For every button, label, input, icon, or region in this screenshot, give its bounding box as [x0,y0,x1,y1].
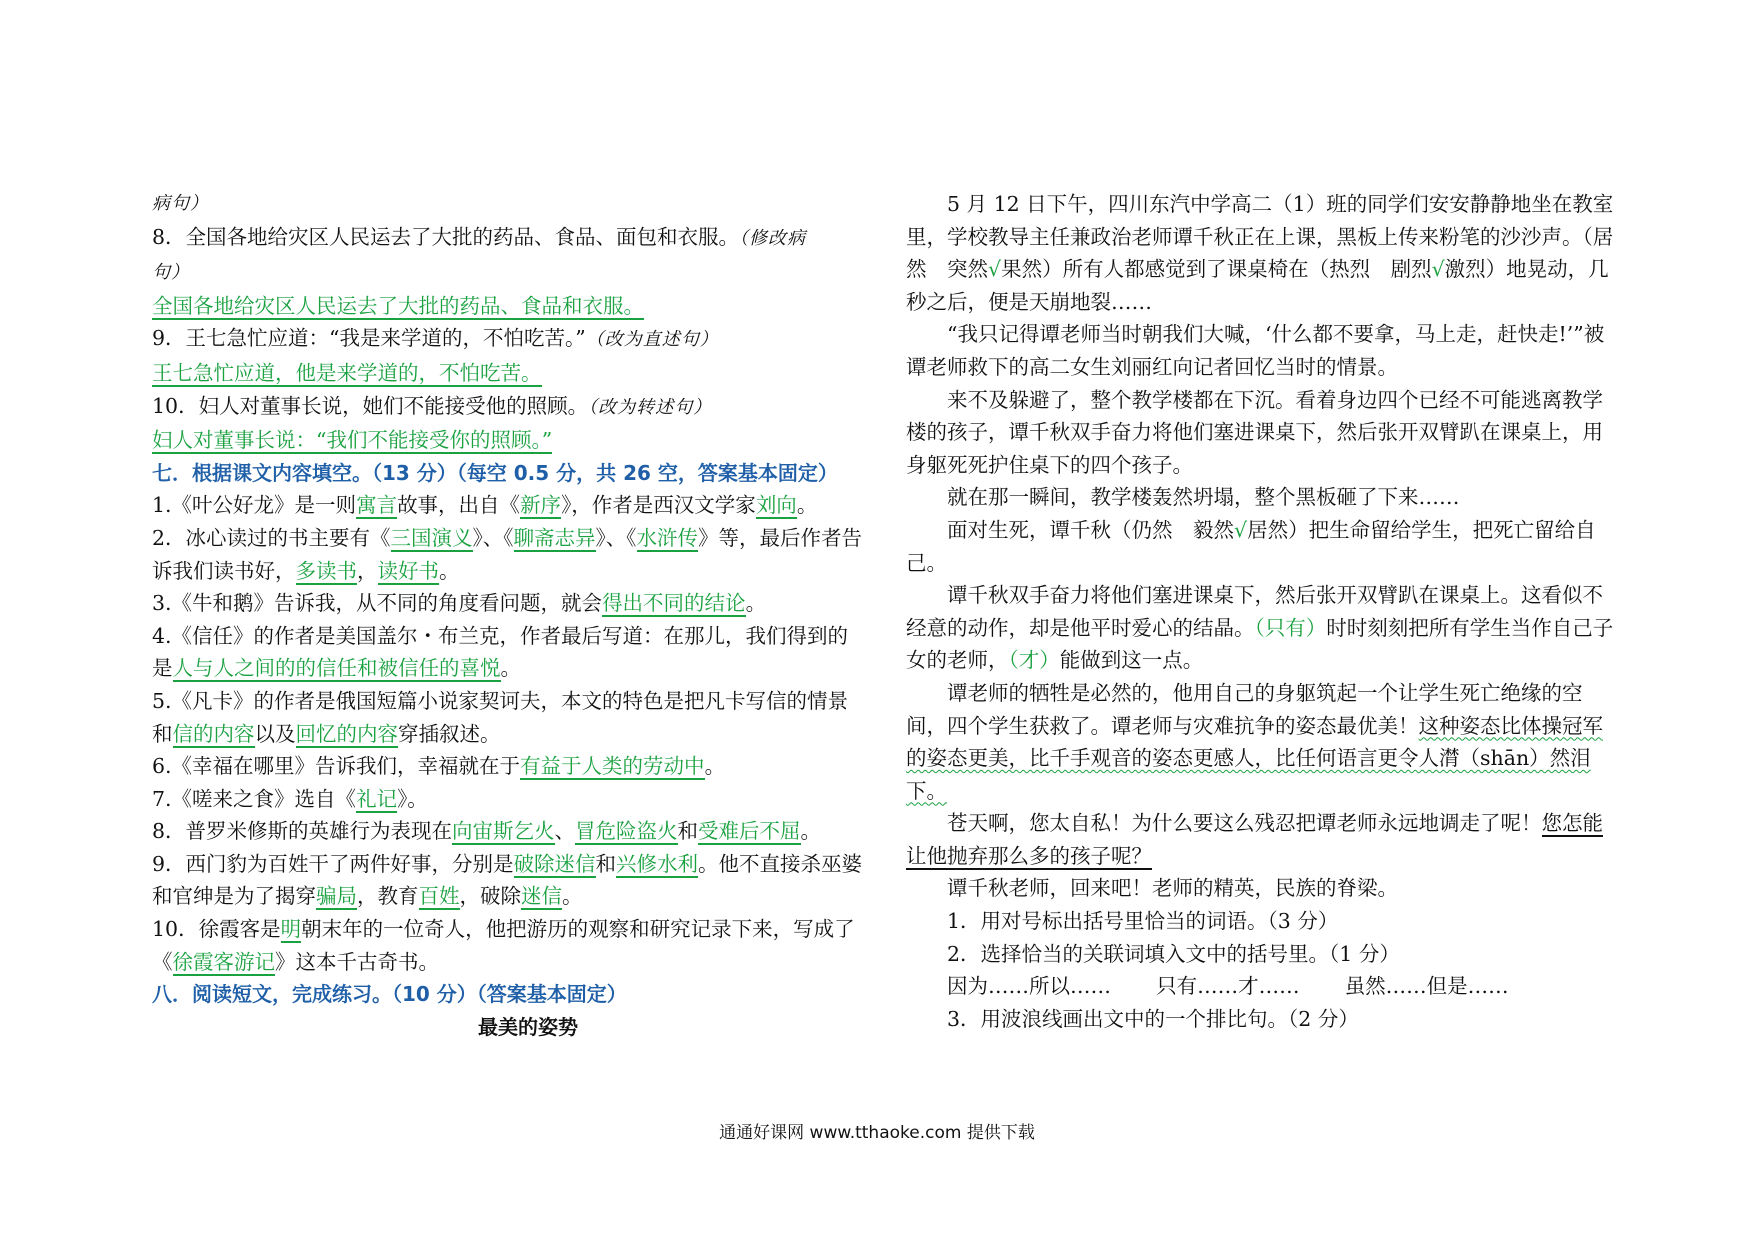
fill-6 [152,750,864,783]
fill-text: 8．普罗米修斯的英雄行为表现在 [152,819,453,844]
fill-1 [152,489,864,522]
passage-paragraph-6 [906,579,1616,677]
passage-text: 5 月 12 日下午，四川东汽中学高二（1）班的同学们安安静静地坐在教室里，学校教导主任兼政治老师谭千秋正在上课，黑板上传来粉笔的沙沙声。（居然 突然 [906,192,1614,282]
passage-paragraph-7 [906,677,1616,807]
page-footer: 通通好课网 www.tthaoke.com 提供下载 [719,1123,1035,1143]
passage-text: 面对生死，谭千秋（仍然 毅然 [947,517,1234,542]
conjunction-answer: （才） [1008,648,1060,673]
conjunction-option: 只有……才…… [1156,974,1300,999]
check-mark-icon: √ [988,257,1002,282]
fill-text: 》等，最后作者告诉我们读书好， [152,525,863,583]
fill-text: 7.《嗟来之食》选自《 [152,786,357,811]
fill-answer: 骗局 [316,884,357,909]
fill-text: 。 [704,754,726,779]
section-7-heading: 七．根据课文内容填空。（13 分）（每空 0.5 分，共 26 空，答案基本固定） [152,460,838,485]
fill-text: 和 [595,851,617,876]
question-9-text: 9．王七急忙应道：“我是来学道的，不怕吃苦。” [152,326,586,351]
fill-text: 6.《幸福在哪里》告诉我们，幸福就在于 [152,754,521,779]
passage-paragraph-1 [906,188,1616,318]
fill-answer: 明 [280,917,302,942]
fill-answer: 新序 [520,493,562,518]
fill-3 [152,587,864,620]
fill-answer: 回忆的内容 [295,721,398,746]
fill-7 [152,783,864,816]
fill-text: 。 [796,493,818,518]
fill-answer: 人与人之间的的信任和被信任的喜悦 [172,656,501,681]
passage-text: 居然）把生命留给学生，把死亡留给自己。 [906,517,1596,575]
fill-text: ，破除 [459,884,521,909]
fill-text: 。 [562,884,583,909]
fill-answer: 破除迷信 [513,851,596,876]
fill-text: 5.《凡卡》的作者是俄国短篇小说家契诃夫，本文的特色是把凡卡写信的情景和 [152,688,849,746]
section-8-heading: 八．阅读短文，完成练习。（10 分）（答案基本固定） [152,982,627,1007]
passage-paragraph-5 [906,514,1616,579]
fill-text: 》这本千古奇书。 [275,949,439,974]
question-9 [152,322,864,357]
fill-text: 穿插叙述。 [398,721,501,746]
fill-text: 》，作者是西汉文学家 [561,493,756,518]
question-10-text: 10．妇人对董事长说，她们不能接受他的照顾。 [152,393,589,418]
fill-answer: 聊斋志异 [513,525,596,550]
left-column [152,188,864,1043]
question-10 [152,390,864,425]
fill-text: 》、《 [595,525,637,550]
fill-answer: 礼记 [356,786,398,811]
fill-text: 。 [439,558,460,583]
fill-answer: 百姓 [418,884,460,909]
fill-text: 1.《叶公好龙》是一则 [152,493,357,518]
fill-text: 。 [800,819,822,844]
fill-answer: 刘向 [755,493,797,518]
passage-paragraph-8 [906,807,1616,872]
fill-answer: 水浒传 [636,525,699,550]
check-mark-icon: √ [1234,517,1248,542]
exercise-2-options [906,970,1616,1003]
fill-text: 3.《牛和鹅》告诉我，从不同的角度看问题，就会 [152,591,603,616]
fill-10 [152,913,864,978]
passage-paragraph-4: 就在那一瞬间，教学楼轰然坍塌，整个黑板砸了下来…… [947,485,1460,510]
fill-4 [152,620,864,685]
exercise-3: 3．用波浪线画出文中的一个排比句。（2 分） [947,1006,1359,1031]
fill-text: 朝末年的一位奇人，他把游历的观察和研究记录下来，写成了《 [152,917,855,974]
fill-text: 》。 [397,786,428,811]
passage-text: 时时刻刻把所有学生当作自己子女的老师， [906,615,1614,673]
fill-text: 故事，出自《 [397,493,521,518]
fill-text: 9．西门豹为百姓干了两件好事，分别是 [152,851,514,876]
question-10-hint: （改为转述句） [588,396,713,418]
fill-text: 》、《 [472,525,514,550]
fill-text: 10．徐霞客是 [152,917,281,942]
fill-answer: 三国演义 [390,525,473,550]
fill-answer: 向宙斯乞火 [452,819,555,844]
check-mark-icon: √ [1431,257,1445,282]
question-8 [152,221,864,290]
passage-text: 谭千秋双手奋力将他们塞进课桌下，然后张开双臂趴在课桌上。这看似不经意的动作，却是他平时爱心的结晶。 [906,583,1603,640]
question-9-answer: 王七急忙应道，他是来学道的，不怕吃苦。 [152,360,542,385]
conjunction-option: 虽然……但是…… [1344,974,1509,999]
exercise-1: 1．用对号标出括号里恰当的词语。（3 分） [947,909,1339,934]
fill-text: 。 [745,591,767,616]
fill-answer: 读好书 [377,558,439,583]
passage-text: 能做到这一点。 [1059,648,1204,673]
fill-text: 。 [500,656,521,681]
fill-text: 以及 [254,721,296,746]
fill-answer: 迷信 [521,884,562,909]
fill-answer: 得出不同的结论 [602,591,746,616]
question-10-answer: 妇人对董事长说：“我们不能接受你的照顾。” [152,428,553,453]
fill-text: 4.《信任》的作者是美国盖尔・布兰克，作者最后写道：在那儿，我们得到的是 [152,623,849,681]
fill-2 [152,522,864,587]
passage-text: 谭老师的牺牲是必然的，他用自己的身躯筑起一个让学生死亡绝缘的空间，四个学生获救了。谭老师与灾难抗争的姿态最优美！ [906,680,1583,738]
conjunction-option: 因为……所以…… [947,974,1111,999]
passage-text: 果然）所有人都感觉到了课桌椅在（热烈 剧烈 [1001,257,1432,282]
question-8-hint-cont: 句） [152,262,190,284]
passage-paragraph-3: 来不及躲避了，整个教学楼都在下沉。看着身边四个已经不可能逃离教学楼的孩子，谭千秋双手奋力将他们塞进课桌下，然后张开双臂趴在课桌上，用身躯死死护住桌下的四个孩子。 [906,387,1603,477]
fill-text: ，教育 [357,884,419,909]
passage-text: 苍天啊，您太自私！为什么要这么残忍把谭老师永远地调走了呢！ [947,811,1542,836]
conjunction-answer: （只有） [1254,615,1327,640]
fill-text: 、 [554,819,576,844]
story-title: 最美的姿势 [478,1014,578,1039]
passage-paragraph-2: “我只记得谭老师当时朝我们大喊，‘什么都不要拿，马上走，赶快走!’”被谭老师救下的高二女生刘丽红向记者回忆当时的情景。 [906,322,1605,379]
fill-text: 和 [677,819,699,844]
fill-answer: 兴修水利 [616,851,699,876]
fill-answer: 受难后不屈 [698,819,801,844]
fill-5 [152,685,864,750]
question-9-hint: （改为直述句） [585,329,719,351]
parallelism-sentence: 这种姿态比体操冠军的姿态更美，比千手观音的姿态更感人，比任何语言更令人潸（shān）然泪下。 [906,713,1603,803]
fill-answer: 徐霞客游记 [172,949,275,974]
fill-answer: 多读书 [295,558,357,583]
fill-text: ， [357,558,378,583]
fill-text: 2．冰心读过的书主要有《 [152,525,391,550]
fill-9 [152,848,864,913]
fill-answer: 寓言 [356,493,398,518]
question-8-answer: 全国各地给灾区人民运去了大批的药品、食品和衣服。 [152,293,644,318]
fill-answer: 有益于人类的劳动中 [520,754,705,779]
fill-text: 。他不直接杀巫婆和官绅是为了揭穿 [152,851,863,909]
question-8-text: 8．全国各地给灾区人民运去了大批的药品、食品、面包和衣服。 [152,224,740,249]
passage-text: 激烈）地晃动，几秒之后，便是天崩地裂…… [906,257,1609,314]
carry-over-text: 病句） [152,193,209,214]
passage-paragraph-9: 谭千秋老师，回来吧！老师的精英，民族的脊梁。 [947,876,1398,901]
fill-answer: 冒危险盗火 [575,819,678,844]
right-column [906,188,1616,1035]
fill-answer: 信的内容 [172,721,255,746]
question-8-hint: （修改病 [739,227,807,249]
underlined-sentence: 您怎能让他抛弃那么多的孩子呢？ [906,811,1603,868]
fill-8 [152,815,864,848]
exercise-2: 2．选择恰当的关联词填入文中的括号里。（1 分） [947,941,1400,966]
